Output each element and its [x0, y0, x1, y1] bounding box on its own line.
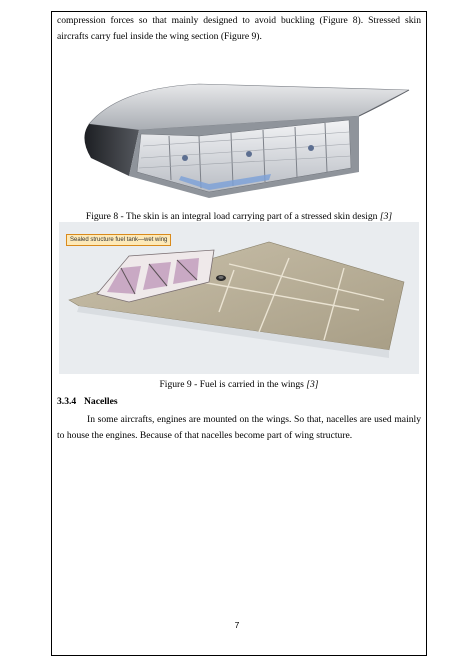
page-number: 7: [234, 620, 240, 630]
figure-8-caption: [57, 211, 421, 222]
stressed-skin-wing-illustration: [59, 76, 419, 204]
figure-9-caption-text: Figure 9 - Fuel is carried in the wings: [159, 379, 307, 390]
wet-wing-label: Sealed structure fuel tank—wet wing: [66, 234, 171, 246]
paragraph-intro: compression forces so that mainly designed to avoid buckling (Figure 8). Stressed skin aircrafts carry fuel inside the wing section (Figure 9).: [57, 15, 421, 42]
paragraph-nacelles: In some aircrafts, engines are mounted on the wings. So that, nacelles are used mainly to house the engines. Because of that nacelles become part of wing structure.: [57, 414, 421, 441]
figure-9-image: [59, 222, 419, 374]
figure-8-image: [59, 76, 419, 204]
figure-9-citation: [3]: [306, 379, 319, 390]
section-heading: [57, 396, 118, 407]
figure-8-caption-text: Figure 8 - The skin is an integral load carrying part of a stressed skin design: [85, 211, 380, 222]
section-title: Nacelles: [84, 396, 118, 407]
section-number: 3.3.4: [57, 396, 77, 407]
figure-9-caption: [57, 379, 421, 390]
figure-8-citation: [3]: [379, 211, 393, 222]
